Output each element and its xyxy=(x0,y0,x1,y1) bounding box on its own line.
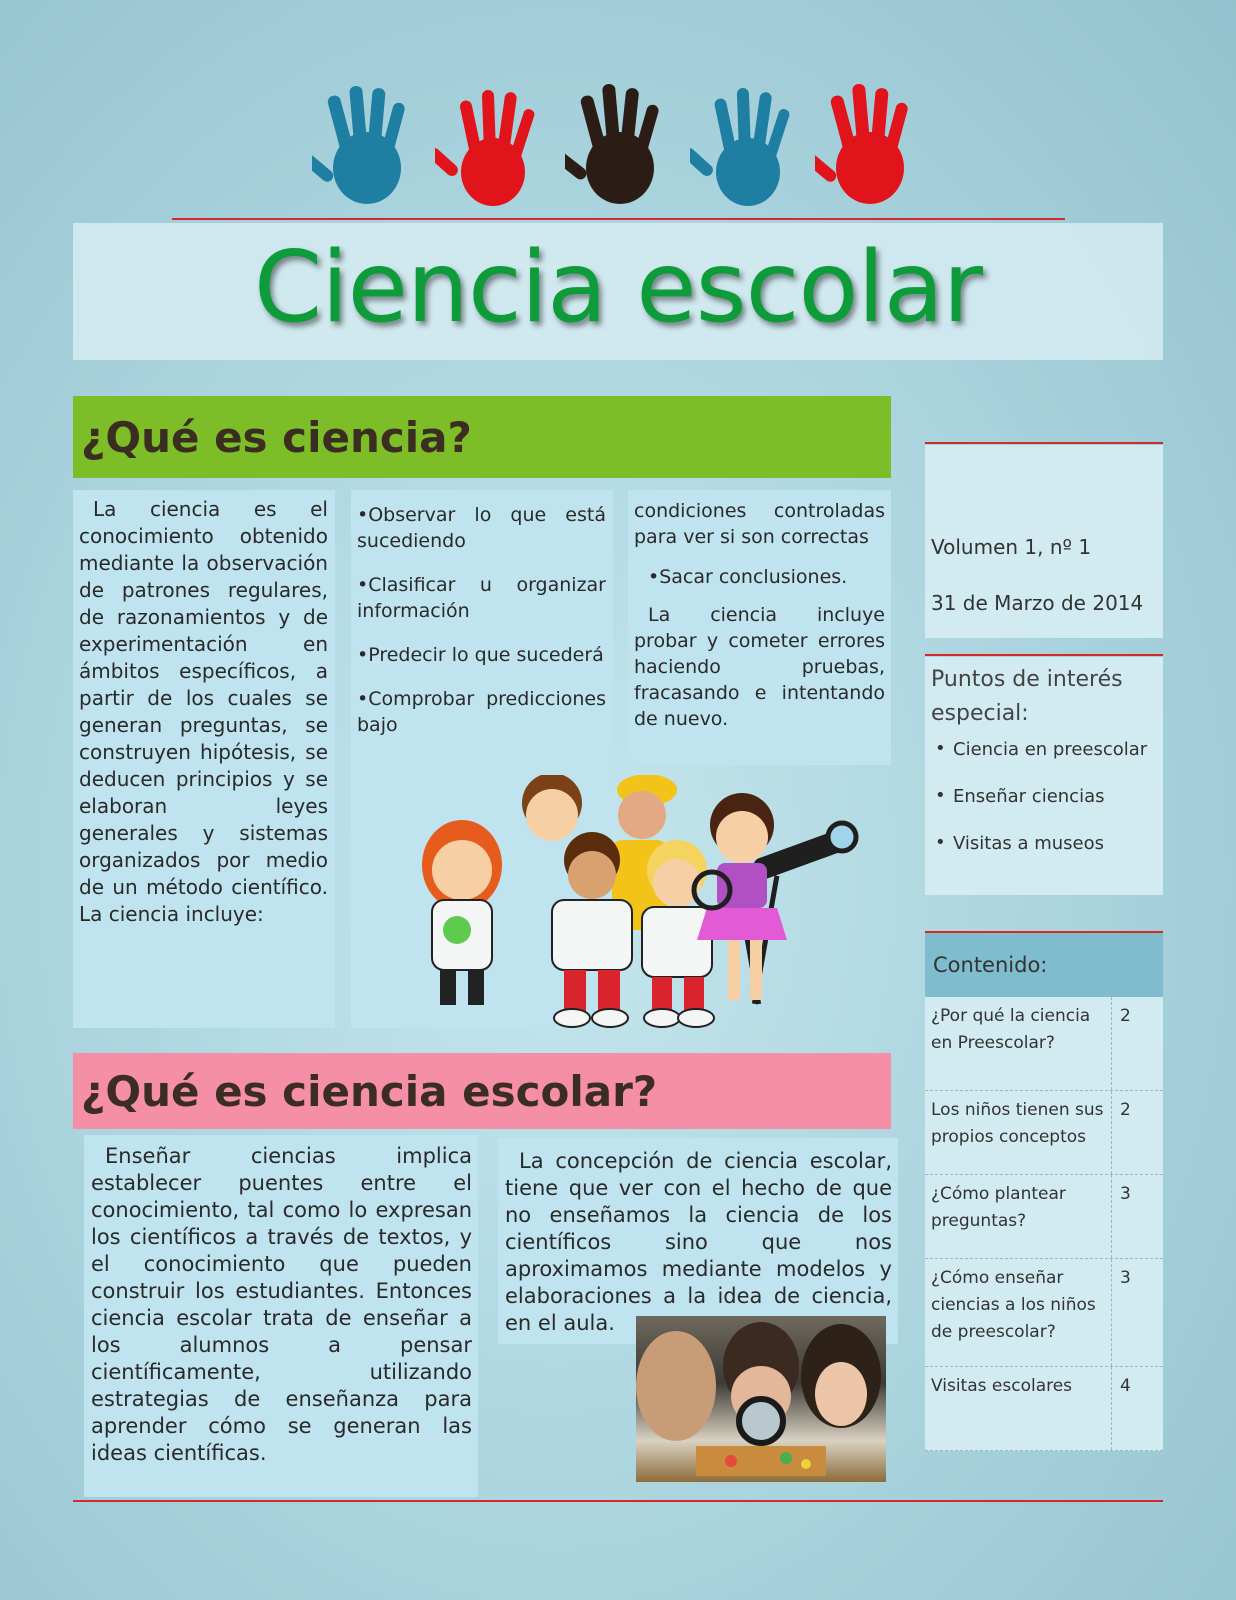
interest-item: • Ciencia en preescolar xyxy=(931,739,1157,760)
issue-date: 31 de Marzo de 2014 xyxy=(931,591,1144,615)
sidebar-rule xyxy=(925,654,1163,656)
black-handprint-icon xyxy=(565,80,675,210)
header-rule xyxy=(172,218,1065,220)
toc-row xyxy=(925,997,1163,1091)
toc-entry-title: ¿Cómo enseñar ciencias a los niños de preescolar? xyxy=(925,1259,1112,1366)
toc-entry-title: Los niños tienen sus propios conceptos xyxy=(925,1091,1112,1174)
interest-list xyxy=(931,739,1157,854)
volume-label: Volumen 1, nº 1 xyxy=(931,535,1092,559)
bullet-continuation: condiciones controladas para ver si son correctas xyxy=(634,500,885,548)
body-paragraph: La ciencia incluye probar y cometer errores haciendo pruebas, fracasando e intentando de nuevo. xyxy=(634,604,885,730)
section2-column-2 xyxy=(498,1138,898,1344)
toc-page-number: 2 xyxy=(1120,1006,1131,1026)
toc-page-number: 3 xyxy=(1120,1184,1131,1204)
toc-entry-title: ¿Por qué la ciencia en Preescolar? xyxy=(925,997,1112,1090)
section-heading-ciencia xyxy=(73,396,891,478)
section-title: ¿Qué es ciencia? xyxy=(81,412,472,462)
bullet-item: •Comprobar predicciones bajo xyxy=(357,688,606,736)
toc-row xyxy=(925,1091,1163,1175)
red-handprint-icon xyxy=(435,80,545,210)
section-heading-ciencia-escolar xyxy=(73,1053,891,1129)
handprints-banner xyxy=(300,80,940,210)
body-paragraph: La concepción de ciencia escolar, tiene que ver con el hecho de que no enseñamos la ciencia de los científicos sino que nos aproximamos mediante modelos y elaboraciones a la idea de ciencia, en el aula. xyxy=(505,1149,892,1335)
bullet-item: •Clasificar u organizar información xyxy=(357,574,606,622)
interest-item: • Enseñar ciencias xyxy=(931,786,1157,807)
toc-page-number: 4 xyxy=(1120,1376,1131,1396)
table-of-contents xyxy=(925,933,1163,1451)
section-title: ¿Qué es ciencia escolar? xyxy=(81,1066,658,1116)
newsletter-title: Ciencia escolar xyxy=(253,230,983,345)
footer-rule xyxy=(73,1500,1163,1502)
interest-title: Puntos de interés especial: xyxy=(931,667,1123,726)
bullet-item: •Sacar conclusiones. xyxy=(648,566,848,588)
toc-title: Contenido: xyxy=(925,933,1163,997)
special-interest-box xyxy=(925,657,1163,895)
bullet-item: •Observar lo que está sucediendo xyxy=(357,504,606,552)
section1-column-3 xyxy=(628,490,891,765)
children-magnifier-photo xyxy=(636,1316,886,1482)
blue-handprint-icon xyxy=(312,80,422,210)
interest-item: • Visitas a museos xyxy=(931,833,1157,854)
toc-page-number: 3 xyxy=(1120,1268,1131,1288)
toc-row xyxy=(925,1175,1163,1259)
issue-info-box xyxy=(925,445,1163,638)
toc-page-number: 2 xyxy=(1120,1100,1131,1120)
toc-entry-title: Visitas escolares xyxy=(925,1367,1112,1450)
sidebar-rule xyxy=(925,442,1163,444)
toc-entry-title: ¿Cómo plantear preguntas? xyxy=(925,1175,1112,1258)
body-paragraph: Enseñar ciencias implica establecer puentes entre el conocimiento, tal como lo expresan los científicos a través de textos, y el conocimiento que pueden construir los estudiantes. Entonces ciencia escolar trata de enseñar a los alumnos a pensar científicamente, utilizando estrategias de enseñanza para aprender cómo se generan las ideas científicas. xyxy=(91,1144,472,1465)
red-handprint-icon xyxy=(815,80,925,210)
bullet-item: •Predecir lo que sucederá xyxy=(357,644,604,666)
toc-row xyxy=(925,1259,1163,1367)
masthead xyxy=(73,223,1163,360)
section2-column-1 xyxy=(84,1135,478,1497)
body-paragraph: La ciencia es el conocimiento obtenido mediante la observación de patrones regulares, de razonamientos y de experimentación en ámbitos específicos, a partir de los cuales se generan preguntas, se construyen hipótesis, se deducen principios y se elaboran leyes generales y sistemas organizados por medio de un método científico. La ciencia incluye: xyxy=(79,497,328,926)
section1-column-1 xyxy=(73,490,335,1028)
toc-row xyxy=(925,1367,1163,1451)
kids-scientists-illustration xyxy=(412,775,862,1030)
blue-handprint-icon xyxy=(690,80,800,210)
